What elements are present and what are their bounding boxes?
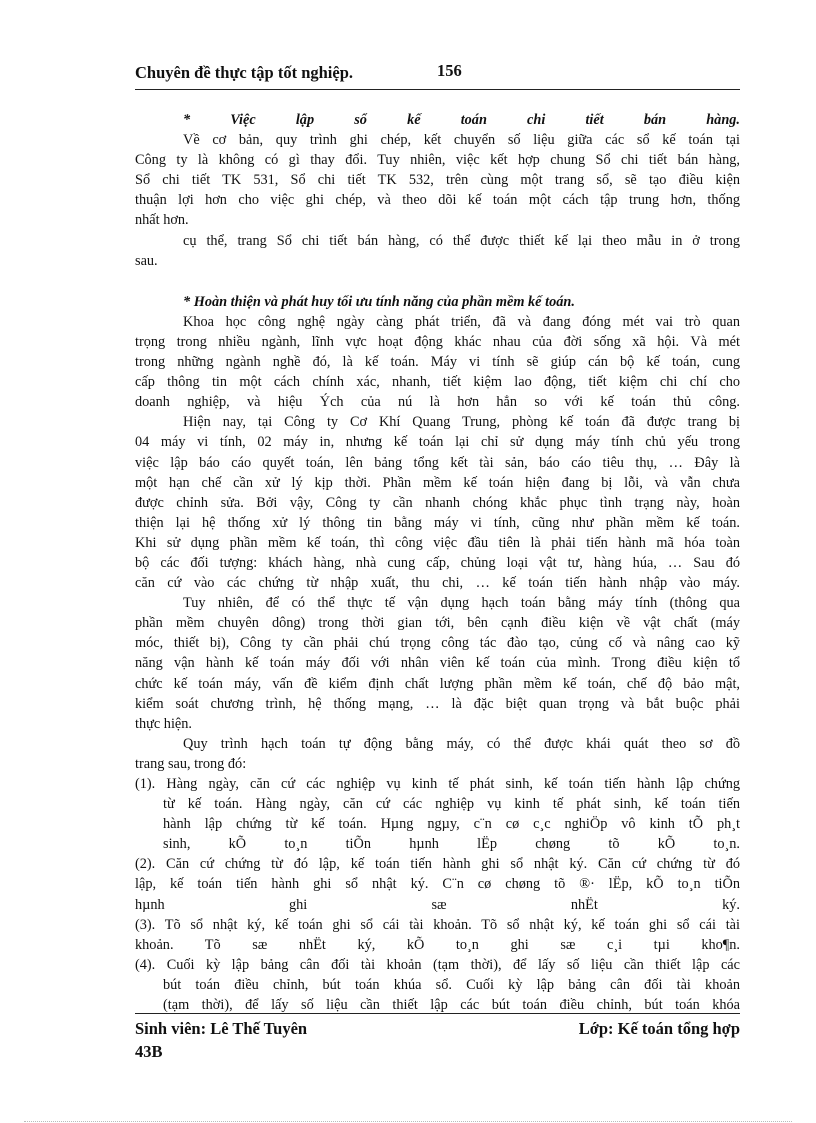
paragraph-line: Tuy nhiên, để có thể thực tế vận dụng hạch toán bằng máy tính (thông qua [183, 595, 740, 612]
paragraph-line: nhất hơn. [135, 212, 189, 229]
page-header [135, 60, 740, 88]
document-title: Chuyên đề thực tập tốt nghiệp. [135, 63, 354, 82]
class-code: 43B [135, 1042, 163, 1061]
step-1-line: sinh, kÕ to¸n tiÕn hµnh lËp chøng tõ kÕ to¸n. [163, 836, 740, 853]
step-1-line: hành lập chứng từ kế toán. Hµng ngµy, c¨n cø c¸c nghiÖp vô kinh tÕ ph¸t [163, 816, 740, 833]
paragraph-line: móc, thiết bị), Công ty cần phải chú trọng công tác đào tạo, củng cố và nâng cao kỹ [135, 635, 740, 652]
paragraph-line: thuận lợi hơn cho việc ghi chép, và theo dõi kế toán một cách tập trung hơn, thống [135, 192, 740, 209]
step-4-line: (tạm thời), để lấy số liệu cần thiết lập các bút toán điều chỉnh, bút toán khóa [163, 997, 740, 1014]
section-heading: * Việc lập sổ kế toán chi tiết bán hàng. [183, 112, 740, 128]
paragraph-line: chức kế toán máy, vấn đề kiểm định chất lượng phần mềm kế toán, chế độ bảo mật, [135, 675, 740, 692]
paragraph-line: Công ty là không có gì thay đổi. Tuy nhiên, việc kết hợp chung Sổ chi tiết bán hàng, [135, 152, 740, 169]
section-heading: * Hoàn thiện và phát huy tối ưu tính năng của phần mềm kế toán. [183, 293, 575, 310]
step-3-line: khoản. Tõ sæ nhËt ký, kÕ to¸n ghi sæ c¸i tµi kho¶n. [135, 936, 740, 953]
step-2-line: (2). Căn cứ chứng từ đó lập, kế toán tiến hành ghi sổ nhật ký. Căn cứ chứng từ đó [135, 856, 740, 873]
paragraph-line: trong những ngành nghề đó, là kế toán. Máy vi tính sẽ giúp cán bộ kế toán, cung [135, 354, 740, 371]
paragraph-line: Khi sử dụng phần mềm kế toán, thì công việc đầu tiên là phải tiến hành mã hóa toàn [135, 534, 740, 551]
page-edge-dots [24, 1121, 792, 1122]
class-label: Lớp: Kế toán tổng hợp [578, 1019, 740, 1038]
paragraph-line: Khoa học công nghệ ngày càng phát triển, đã và đang đóng mét vai trò quan [183, 313, 740, 330]
paragraph-line: 04 máy vi tính, 02 máy in, nhưng kế toán lại chỉ sử dụng máy tính chủ yếu trong [135, 434, 740, 451]
paragraph-line: thực hiện. [135, 715, 192, 732]
paragraph-line: Sổ chi tiết TK 531, Sổ chi tiết TK 532, trên cùng một trang sổ, sẽ tạo điều kiện [135, 172, 740, 189]
paragraph-line: doanh nghiệp, và hiệu Ých của nú là hơn hẳn so với kế toán thủ công. [135, 394, 740, 411]
paragraph-line: phần mềm chuyên dông) trong thời gian tới, bên cạnh điều kiện về vật chất (máy [135, 615, 740, 632]
step-2-line: hµnh ghi sæ nhËt ký. [135, 896, 740, 913]
paragraph-line: Về cơ bản, quy trình ghi chép, kết chuyển số liệu giữa các sổ kế toán tại [183, 132, 740, 149]
paragraph-line: kiểm soát chương trình, hệ thống mạng, … là đặc biệt quan trọng và bắt buộc phải [135, 695, 740, 712]
step-1-line: (1). Hàng ngày, căn cứ các nghiệp vụ kinh tế phát sinh, kế toán tiến hành lập chứng [135, 776, 740, 792]
paragraph-line: một hạn chế cần xử lý kịp thời. Phần mềm kế toán hiện đang bị lỗi, và vẫn chưa [135, 474, 740, 491]
paragraph-line: bộ các đối tượng: khách hàng, nhà cung cấp, chủng loại vật tư, hàng húa, … Sau đó [135, 554, 740, 571]
paragraph-line: cụ thể, trang Sổ chi tiết bán hàng, có thể được thiết kế lại theo mẫu in ở trong [183, 232, 740, 249]
footer-rule [135, 1013, 740, 1014]
step-3-line: (3). Tõ sổ nhật ký, kế toán ghi sổ cái tài khoản. Tõ sổ nhật ký, kế toán ghi sổ cái tài [135, 916, 740, 933]
student-name: Sinh viên: Lê Thế Tuyên [135, 1019, 308, 1038]
paragraph-line: trang sau, trong đó: [135, 755, 247, 772]
paragraph-line: căn cứ vào các chứng từ nhập xuất, thu chi, … kế toán tiến hành nhập vào máy. [135, 575, 740, 592]
page-number: 156 [437, 61, 462, 80]
paragraph-line: được chỉnh sửa. Bởi vậy, Công ty cần nhanh chóng khắc phục tình trạng này, hoàn [135, 494, 740, 511]
step-1-line: từ kế toán. Hàng ngày, căn cứ các nghiệp vụ kinh tế phát sinh, kế toán tiến [163, 796, 740, 813]
step-4-line: bút toán điều chỉnh, bút toán khúa sổ. Cuối kỳ lập bảng cân đối tài khoản [163, 976, 740, 993]
paragraph-line: trọng trong nhiều ngành, lĩnh vực hoạt động khác nhau của đời sống xã hội. Và mét [135, 333, 740, 350]
header-rule [135, 89, 740, 90]
section-gap [135, 271, 740, 292]
document-body [135, 110, 740, 1015]
paragraph-line: sau. [135, 252, 158, 269]
paragraph-line: Hiện nay, tại Công ty Cơ Khí Quang Trung, phòng kế toán đã được trang bị [183, 414, 740, 431]
paragraph-line: năng vận hành kế toán máy đối với nhân viên kế toán của mình. Trong điều kiện tổ [135, 655, 740, 672]
paragraph-line: Quy trình hạch toán tự động bằng máy, có thể được khái quát theo sơ đồ [183, 735, 740, 752]
paragraph-line: thiện lại hệ thống xử lý thông tin bằng máy vi tính, cũng như phần mềm kế toán. [135, 514, 740, 531]
step-4-line: (4). Cuối kỳ lập bảng cân đối tài khoản (tạm thời), để lấy số liệu cần thiết lập các [135, 956, 740, 973]
step-2-line: lập, kế toán tiến hành ghi sổ nhật ký. C¨n cø chøng tõ ®· lËp, kÕ to¸n tiÕn [135, 876, 740, 893]
paragraph-line: cấp thông tin một cách chính xác, nhanh, tiết kiệm lao động, tiết kiệm chi chí cho [135, 374, 740, 391]
paragraph-line: việc lập báo cáo quyết toán, lên bảng tổng kết tài sản, báo cáo tiêu thụ, … Đây là [135, 454, 740, 471]
